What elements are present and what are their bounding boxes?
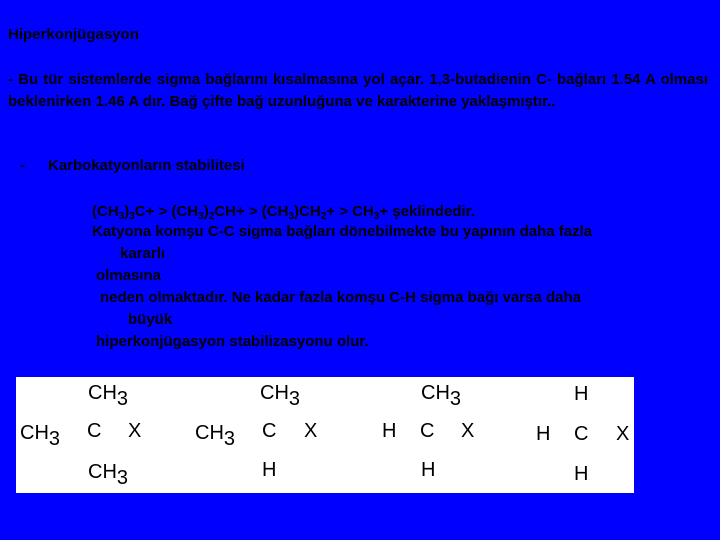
conclusion-line: hiperkonjügasyon stabilizasyonu olur. [96,333,369,350]
struct1-bottom: CH3 [88,461,129,489]
hyperconjugation-paragraph [100,287,708,331]
hyperconjugation-text: neden olmaktadır. Ne kadar fazla komşu C-H sigma bağı varsa daha [100,289,582,306]
struct1-top: CH3 [88,382,129,410]
struct2-top: CH3 [260,382,301,410]
structure-methyl [536,383,629,485]
struct4-center: C [574,423,589,445]
struct3-top: CH3 [421,382,462,410]
struct1-center: C [87,420,102,442]
struct4-right: X [616,423,630,445]
struct4-top: H [574,383,589,405]
structure-primary [382,382,474,481]
structure-tertiary [20,382,141,489]
structures-svg [16,377,634,493]
page-title: Hiperkonjügasyon [8,26,139,43]
explanation-continuation: kararlı [120,245,166,262]
struct2-left: CH3 [195,422,236,450]
struct3-right: X [461,420,475,442]
struct3-center: C [420,420,435,442]
explanation-paragraph [92,221,708,265]
intro-paragraph: - Bu tür sistemlerde sigma bağlarını kısalmasına yol açar. 1,3-butadienin C- bağları 1.54 A olması beklenirken 1.46 A dır. Bağ çifte bağ uzunluğuna ve karakterine yaklaşmıştır.. [8,71,708,110]
struct3-bottom: H [421,459,436,481]
struct2-bottom: H [262,459,277,481]
struct4-bottom: H [574,463,589,485]
struct1-right: X [128,420,142,442]
struct2-center: C [262,420,277,442]
struct4-left: H [536,423,551,445]
stability-series: $(CH_3)_3C+ > (CH_3)_2CH+ > (CH_3)CH_2+ > CH_3+$ şeklindedir. [92,203,475,222]
structure-secondary [195,382,317,481]
hyperconjugation-continuation: büyük [128,311,173,328]
section-heading: Karbokatyonların stabilitesi [48,157,245,174]
structures-panel [16,377,634,493]
explanation-text: Katyona komşu C-C sigma bağları dönebilmekte bu yapının daha fazla [92,223,593,240]
struct3-left: H [382,420,397,442]
bullet-dash: - [20,157,25,174]
explanation-line: olmasına [96,267,162,284]
struct1-left: CH3 [20,422,61,450]
struct2-right: X [304,420,318,442]
